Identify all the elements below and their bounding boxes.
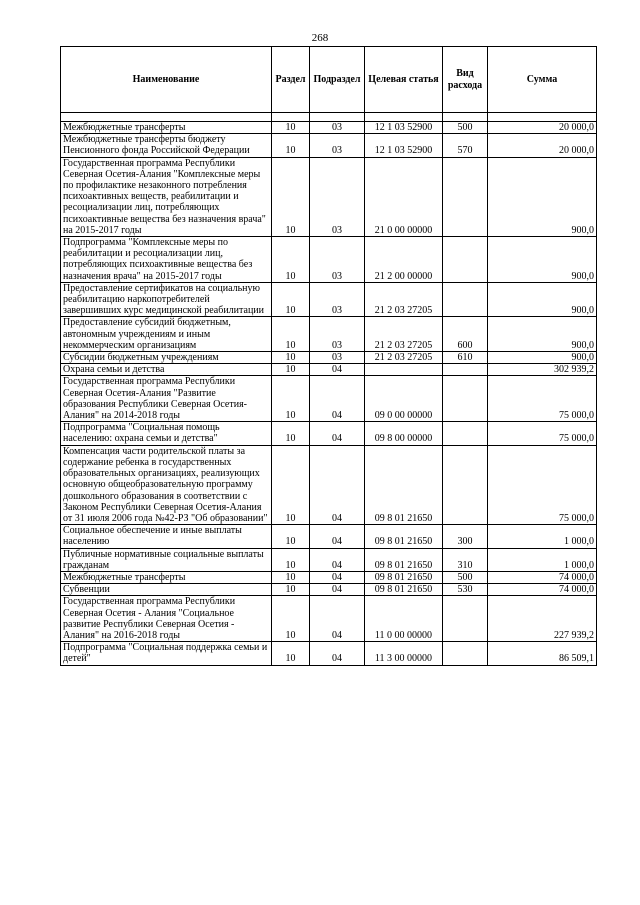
table-row	[61, 548, 597, 571]
row-vid: 310	[443, 548, 488, 571]
row-summa: 86 509,1	[488, 642, 597, 665]
row-name: Субсидии бюджетным учреждениям	[61, 352, 272, 364]
row-razdel: 10	[272, 282, 310, 317]
row-name: Предоставление сертификатов на социальную реабилитацию наркопотребителей завершивших курс медицинской реабилитации	[61, 282, 272, 317]
row-podrazdel: 03	[310, 134, 365, 157]
row-summa: 75 000,0	[488, 376, 597, 422]
row-podrazdel: 04	[310, 422, 365, 445]
row-statya: 09 8 01 21650	[365, 571, 443, 583]
row-name: Межбюджетные трансферты	[61, 122, 272, 134]
row-name: Подпрограмма "Социальная поддержка семьи и детей"	[61, 642, 272, 665]
col-header-name: Наименование	[61, 47, 272, 113]
row-summa: 900,0	[488, 157, 597, 236]
table-row	[61, 317, 597, 352]
row-razdel: 10	[272, 445, 310, 524]
row-podrazdel: 04	[310, 642, 365, 665]
row-razdel: 10	[272, 525, 310, 548]
row-name: Государственная программа Республики Северная Осетия-Алания "Развитие образования Республики Северная Осетия-Алания" на 2014-2018 годы	[61, 376, 272, 422]
table-row	[61, 596, 597, 642]
row-summa: 900,0	[488, 282, 597, 317]
table-row	[61, 376, 597, 422]
row-name: Межбюджетные трансферты бюджету Пенсионного фонда Российской Федерации	[61, 134, 272, 157]
row-razdel: 10	[272, 584, 310, 596]
row-razdel: 10	[272, 548, 310, 571]
row-podrazdel: 03	[310, 352, 365, 364]
row-statya	[365, 364, 443, 376]
row-podrazdel: 03	[310, 237, 365, 283]
row-summa: 1 000,0	[488, 525, 597, 548]
row-podrazdel: 03	[310, 122, 365, 134]
row-name: Межбюджетные трансферты	[61, 571, 272, 583]
row-vid	[443, 445, 488, 524]
row-statya: 09 8 01 21650	[365, 584, 443, 596]
table-row	[61, 445, 597, 524]
table-row	[61, 352, 597, 364]
row-summa: 75 000,0	[488, 445, 597, 524]
row-summa: 900,0	[488, 317, 597, 352]
row-name: Охрана семьи и детства	[61, 364, 272, 376]
row-summa: 20 000,0	[488, 122, 597, 134]
row-statya: 11 0 00 00000	[365, 596, 443, 642]
table-row	[61, 282, 597, 317]
row-statya: 21 2 00 00000	[365, 237, 443, 283]
row-vid	[443, 157, 488, 236]
row-statya: 21 2 03 27205	[365, 317, 443, 352]
col-header-vid: Вид расхода	[443, 47, 488, 113]
table-row	[61, 134, 597, 157]
table-row	[61, 422, 597, 445]
row-razdel: 10	[272, 596, 310, 642]
row-summa: 74 000,0	[488, 571, 597, 583]
row-razdel: 10	[272, 352, 310, 364]
row-podrazdel: 04	[310, 445, 365, 524]
row-vid: 500	[443, 571, 488, 583]
row-name: Подпрограмма "Комплексные меры по реабилитации и ресоциализации лиц, потребляющих психоактивные вещества без назначения врача" на 2015-2017 годы	[61, 237, 272, 283]
row-podrazdel: 04	[310, 548, 365, 571]
row-razdel: 10	[272, 364, 310, 376]
row-summa: 900,0	[488, 237, 597, 283]
col-header-statya: Целевая статья	[365, 47, 443, 113]
table-row	[61, 584, 597, 596]
page-number: 268	[311, 32, 329, 44]
row-name: Предоставление субсидий бюджетным, автономным учреждениям и иным некоммерческим организациям	[61, 317, 272, 352]
row-vid	[443, 642, 488, 665]
table-row	[61, 237, 597, 283]
row-statya: 09 8 01 21650	[365, 445, 443, 524]
blank-row	[61, 113, 597, 122]
row-name: Государственная программа Республики Северная Осетия-Алания "Комплексные меры по профилактике незаконного потребления психоактивных веществ, реабилитации и ресоциализации лиц, потребляющих психоактивные вещества без назначения врача" на 2015-2017 годы	[61, 157, 272, 236]
table-row	[61, 525, 597, 548]
row-statya: 12 1 03 52900	[365, 134, 443, 157]
table-row	[61, 364, 597, 376]
row-razdel: 10	[272, 317, 310, 352]
row-podrazdel: 04	[310, 364, 365, 376]
budget-table	[60, 46, 597, 666]
row-summa: 227 939,2	[488, 596, 597, 642]
row-summa: 900,0	[488, 352, 597, 364]
col-header-summa: Сумма	[488, 47, 597, 113]
col-header-podrazdel: Подраздел	[310, 47, 365, 113]
row-podrazdel: 04	[310, 571, 365, 583]
row-razdel: 10	[272, 157, 310, 236]
row-razdel: 10	[272, 422, 310, 445]
row-vid	[443, 422, 488, 445]
row-podrazdel: 04	[310, 376, 365, 422]
row-vid	[443, 364, 488, 376]
row-name: Государственная программа Республики Северная Осетия - Алания "Социальное развитие Республики Северная Осетия - Алания" на 2016-2018 годы	[61, 596, 272, 642]
row-podrazdel: 03	[310, 282, 365, 317]
row-razdel: 10	[272, 237, 310, 283]
row-name: Подпрограмма "Социальная помощь населению: охрана семьи и детства"	[61, 422, 272, 445]
row-statya: 21 2 03 27205	[365, 352, 443, 364]
row-razdel: 10	[272, 122, 310, 134]
row-razdel: 10	[272, 571, 310, 583]
row-summa: 74 000,0	[488, 584, 597, 596]
row-summa: 302 939,2	[488, 364, 597, 376]
row-vid: 530	[443, 584, 488, 596]
row-name: Компенсация части родительской платы за содержание ребенка в государственных образовательных организациях, реализующих основную общеобразовательную программу дошкольного образования в соответствии с Законом Республики Северная Осетия-Алания от 31 июля 2006 года №42-РЗ "Об образовании"	[61, 445, 272, 524]
row-statya: 09 0 00 00000	[365, 376, 443, 422]
table-row	[61, 157, 597, 236]
row-razdel: 10	[272, 134, 310, 157]
row-razdel: 10	[272, 642, 310, 665]
table-row	[61, 571, 597, 583]
table-row	[61, 122, 597, 134]
row-vid: 610	[443, 352, 488, 364]
row-name: Субвенции	[61, 584, 272, 596]
row-statya: 12 1 03 52900	[365, 122, 443, 134]
row-statya: 09 8 01 21650	[365, 548, 443, 571]
row-summa: 20 000,0	[488, 134, 597, 157]
table-row	[61, 642, 597, 665]
row-vid	[443, 282, 488, 317]
row-vid	[443, 376, 488, 422]
row-podrazdel: 03	[310, 157, 365, 236]
header-row	[61, 47, 597, 113]
row-name: Публичные нормативные социальные выплаты гражданам	[61, 548, 272, 571]
row-vid	[443, 596, 488, 642]
row-podrazdel: 04	[310, 596, 365, 642]
row-statya: 09 8 01 21650	[365, 525, 443, 548]
row-vid: 600	[443, 317, 488, 352]
row-razdel: 10	[272, 376, 310, 422]
col-header-razdel: Раздел	[272, 47, 310, 113]
row-podrazdel: 03	[310, 317, 365, 352]
row-statya: 11 3 00 00000	[365, 642, 443, 665]
row-vid: 570	[443, 134, 488, 157]
row-podrazdel: 04	[310, 525, 365, 548]
row-vid: 300	[443, 525, 488, 548]
row-statya: 21 0 00 00000	[365, 157, 443, 236]
row-summa: 75 000,0	[488, 422, 597, 445]
row-statya: 21 2 03 27205	[365, 282, 443, 317]
row-name: Социальное обеспечение и иные выплаты населению	[61, 525, 272, 548]
row-vid: 500	[443, 122, 488, 134]
row-vid	[443, 237, 488, 283]
row-summa: 1 000,0	[488, 548, 597, 571]
row-podrazdel: 04	[310, 584, 365, 596]
row-statya: 09 8 00 00000	[365, 422, 443, 445]
